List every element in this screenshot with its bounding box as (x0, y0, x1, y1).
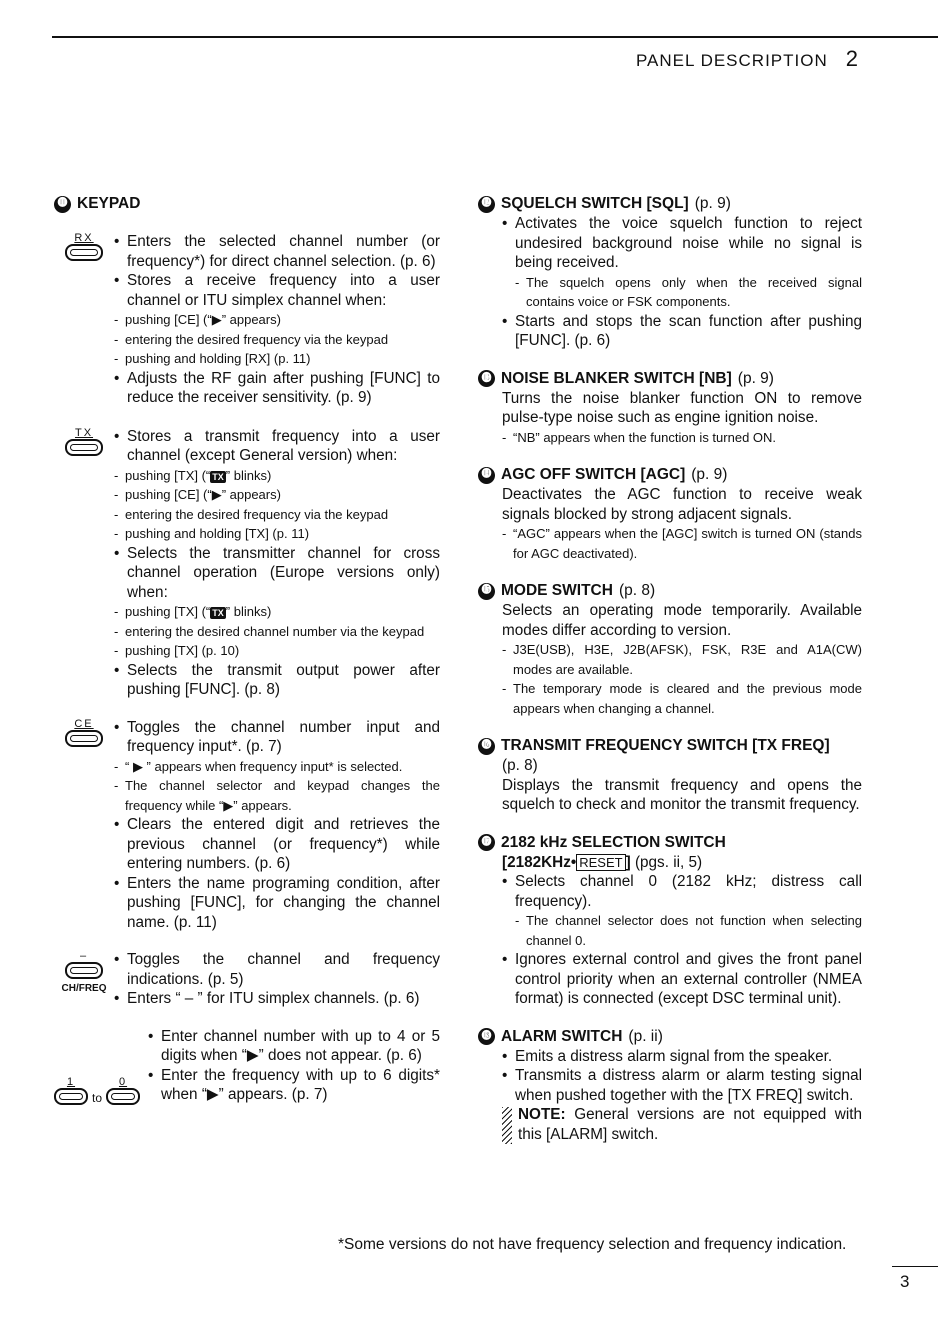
page-header (636, 46, 858, 72)
tx-indicator-icon: TX (212, 471, 224, 482)
section-number-15: ⓯ (478, 583, 495, 600)
rx-bullet-3: • Adjusts the RF gain after pushing [FUNC] to reduce the receiver sensitivity. (p. 9) (114, 369, 440, 408)
section-number-14: ⓮ (478, 467, 495, 484)
tx-sub-4: - pushing and holding [TX] (p. 11) (114, 524, 440, 544)
tx-key-block (54, 427, 440, 700)
left-column (54, 194, 440, 1105)
ce-bullet-2: • Clears the entered digit and retrieves the previous channel (or frequency*) while entering numbers. (p. 6) (114, 815, 440, 874)
chfreq-key-block (54, 950, 440, 1009)
alarm-heading: ALARM SWITCH (501, 1027, 623, 1045)
chfreq-bullet-1: • Toggles the channel and frequency indications. (p. 5) (114, 950, 440, 989)
rx-sub-3: - pushing and holding [RX] (p. 11) (114, 349, 440, 369)
digit-keys-block (54, 1027, 440, 1105)
chfreq-bullet-2: • Enters “ – ” for ITU simplex channels. (p. 6) (114, 989, 440, 1009)
tx-sub-1: - pushing [TX] (“ TX ” blinks) (114, 466, 440, 486)
ce-sub-1: - “ ▶ ” appears when frequency input* is selected. (114, 757, 440, 777)
section-number-17: ⓱ (478, 834, 495, 851)
section-number-16: ⓰ (478, 738, 495, 755)
ce-bullet-1: • Toggles the channel number input and frequency input*. (p. 7) (114, 718, 440, 757)
tx-sub-3: - entering the desired frequency via the keypad (114, 505, 440, 525)
agc-heading: AGC OFF SWITCH [AGC] (501, 466, 686, 483)
rx-key-block (54, 232, 440, 408)
key-shape (65, 439, 103, 456)
digit-keys-icon: 1 to 0 (54, 1027, 148, 1105)
tx-bullet-3: • Selects the transmit output power after pushing [FUNC]. (p. 8) (114, 661, 440, 700)
digits-bullet-2: • Enter the frequency with up to 6 digits* when “▶” appears. (p. 7) (148, 1066, 440, 1105)
khz-heading: 2182 kHz SELECTION SWITCH (501, 833, 726, 851)
tx-sub-6: - entering the desired channel number via the keypad (114, 622, 440, 642)
chfreq-key-icon: – CH/FREQ (61, 950, 107, 994)
mode-heading: MODE SWITCH (501, 582, 613, 599)
reset-label: RESET (576, 854, 625, 871)
keypad-heading: ⓫ KEYPAD (54, 194, 440, 214)
mode-section: ⓯ MODE SWITCH (p. 8) Selects an operating mode temporarily. Available modes differ according to version. - J3E(USB), H3E, J2B(AFSK), FSK, R3E and A1A(CW) modes are available. - The temporary mode is cleared and the previous mode appears when changing a channel. (478, 581, 862, 718)
tx-sub-5: - pushing [TX] (“ TX ” blinks) (114, 602, 440, 622)
page-number-rule (892, 1266, 938, 1267)
ce-sub-2: - The channel selector and keypad changes the frequency while “▶” appears. (114, 776, 440, 815)
right-column (478, 194, 862, 1144)
section-number-11: ⓫ (54, 196, 71, 213)
tx-sub-2: - pushing [CE] (“▶” appears) (114, 485, 440, 505)
ce-bullet-3: • Enters the name programing condition, after pushing [FUNC], for changing the channel name. (p. 11) (114, 874, 440, 933)
agc-section: ⓮ AGC OFF SWITCH [AGC] (p. 9) Deactivates the AGC function to receive weak signals blocked by strong adjacent signals. - “AGC” appears when the [AGC] switch is turned ON (stands for AGC deactivated). (478, 465, 862, 563)
note-stripe-icon (502, 1107, 512, 1144)
page-number: 3 (900, 1272, 910, 1291)
section-title: PANEL DESCRIPTION (635, 51, 828, 70)
key-shape (65, 730, 103, 747)
section-number-12: ⓬ (478, 196, 495, 213)
rx-key-icon: RX (54, 232, 114, 408)
chfreq-caption: CH/FREQ (61, 983, 107, 994)
nb-heading: NOISE BLANKER SWITCH [NB] (501, 369, 732, 387)
rx-bullet-1: • Enters the selected channel number (or frequency*) for direct channel selection. (p. 6) (114, 232, 440, 271)
tx-freq-heading: TRANSMIT FREQUENCY SWITCH [TX FREQ] (501, 737, 830, 754)
squelch-heading: SQUELCH SWITCH [SQL] (501, 195, 689, 212)
alarm-section: ⓲ ALARM SWITCH (p. ii) • Emits a distress alarm signal from the speaker. • Transmits a distress alarm or alarm testing signal when pushed together with the [TX FREQ] switch. NOTE: General versions are not equipped with this [ALARM] switch. (478, 1027, 862, 1145)
key-shape (65, 962, 103, 979)
tx-key-icon: TX (54, 427, 114, 700)
tx-indicator-icon: TX (212, 608, 224, 618)
khz-switch-name: [2182KHz• RESET ] (pgs. ii, 5) (502, 853, 703, 871)
tx-bullet-1: • Stores a transmit frequency into a user channel (except General version) when: (114, 427, 440, 466)
squelch-section: ⓬ SQUELCH SWITCH [SQL] (p. 9) • Activates the voice squelch function to reject undesired background noise while no signal is being received. - The squelch opens only when the received signal contains voice or FSK components. • Starts and stops the scan function after pushing [FUNC]. (p. 6) (478, 194, 862, 351)
chapter-number: 2 (845, 46, 858, 71)
key-shape (65, 244, 103, 261)
khz-section: ⓱ 2182 kHz SELECTION SWITCH [2182KHz• RESET ] (pgs. ii, 5) • Selects channel 0 (2182 kHz; distress call frequency). - The channel selector does not function when selecting channel 0. • Ignores external control and gives the front panel control priority when an external controller (NMEA format) is connected (except DSC terminal unit). (478, 833, 862, 1009)
noise-blanker-section: ⓭ NOISE BLANKER SWITCH [NB] (p. 9) Turns the noise blanker function ON to remove pulse-type noise such as engine ignition noise. - “NB” appears when the function is turned ON. (478, 369, 862, 448)
alarm-note: NOTE: General versions are not equipped with this [ALARM] switch. (502, 1105, 862, 1144)
key-shape (54, 1088, 88, 1105)
rx-bullet-2: • Stores a receive frequency into a user channel or ITU simplex channel when: (114, 271, 440, 310)
tx-sub-7: - pushing [TX] (p. 10) (114, 641, 440, 661)
ce-key-icon: CE (54, 718, 114, 933)
rx-sub-2: - entering the desired frequency via the keypad (114, 330, 440, 350)
section-number-13: ⓭ (478, 370, 495, 387)
rx-sub-1: - pushing [CE] (“▶” appears) (114, 310, 440, 330)
ce-key-block (54, 718, 440, 933)
digits-bullet-1: • Enter channel number with up to 4 or 5 digits when “▶” does not appear. (p. 6) (148, 1027, 440, 1066)
footnote: *Some versions do not have frequency selection and frequency indication. (338, 1236, 847, 1253)
key-shape (106, 1088, 140, 1105)
section-number-18: ⓲ (478, 1028, 495, 1045)
top-rule (52, 36, 938, 38)
tx-freq-section: ⓰ TRANSMIT FREQUENCY SWITCH [TX FREQ] (p. 8) Displays the transmit frequency and opens the squelch to check and monitor the transmit frequency. (478, 736, 862, 815)
tx-bullet-2: • Selects the transmitter channel for cross channel operation (Europe versions only) when: (114, 544, 440, 603)
